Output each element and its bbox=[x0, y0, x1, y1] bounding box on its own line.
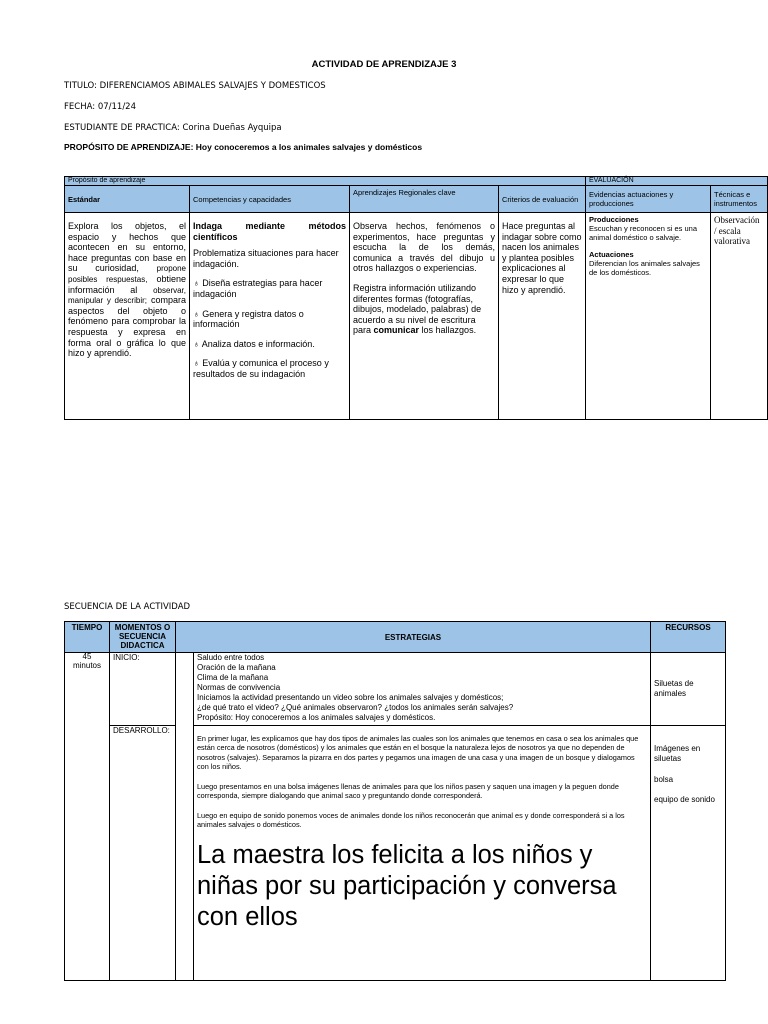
sequence-table bbox=[64, 621, 726, 981]
estudiante-line: ESTUDIANTE DE PRACTICA: Corina Dueñas Ayquipa bbox=[64, 123, 282, 133]
desarrollo-p1: En primer lugar, les explicamos que hay dos tipos de animales las cuales son los animales que tenemos en casa o sea los animales que están cerca de nosotros (domésticos) y los animales que están en el bosque la naturaleza lejos de nosotros ya que no dependen de nosotros (salvajes). Separamos la pizarra en dos partes y pegamos una imagen de una casa y una imagen de un bosque y dialogamos con los niños. bbox=[197, 734, 639, 772]
competencias-cell bbox=[190, 213, 350, 420]
inicio-line: Saludo entre todos bbox=[197, 653, 265, 662]
tecnicas-cell: Observación / escala valorativa bbox=[711, 213, 768, 420]
proposito-line: PROPÓSITO DE APRENDIZAJE: Hoy conoceremos a los animales salvajes y domésticos bbox=[64, 142, 423, 152]
desarrollo-p2: Luego presentamos en una bolsa imágenes llenas de animales para que los niños pasen y saquen una imagen y la peguen donde corresponda, siempre dialogando que animal saco y preguntando donde corresponderá. bbox=[197, 781, 619, 801]
estandar-text-4: observar, manipular y describir; bbox=[68, 285, 186, 306]
inicio-line: ¿de qué trato el video? ¿Qué animales observaron? ¿todos los animales serán salvajes? bbox=[197, 703, 514, 712]
desarrollo-cell bbox=[194, 726, 651, 981]
evaluacion-header: EVALUACIÓN bbox=[586, 177, 768, 186]
proposito-header: Propósito de aprendizaje bbox=[65, 177, 586, 186]
capacidad-2: ♁ Diseña estrategias para hacer indagación bbox=[193, 278, 323, 300]
aprendizaje-2: Registra información utilizando diferentes formas (fotografías, dibujos, modelado, palabras) de acuerdo a su nivel de escritura para comunicar los hallazgos. bbox=[353, 283, 482, 336]
capacidad-3: ♁ Genera y registra datos o información bbox=[193, 308, 304, 330]
col-competencias: Competencias y capacidades bbox=[190, 186, 350, 213]
col-momentos: MOMENTOS O SECUENCIA DIDACTICA bbox=[110, 622, 176, 653]
aprendizajes-cell bbox=[350, 213, 499, 420]
inicio-line: Oración de la mañana bbox=[197, 663, 276, 672]
secuencia-label: SECUENCIA DE LA ACTIVIDAD bbox=[64, 602, 191, 612]
inicio-recursos: Siluetas de animales bbox=[651, 653, 726, 726]
evidencias-cell bbox=[586, 213, 711, 420]
desarrollo-closing: La maestra los felicita a los niños y niñas por su participación y conversa con ellos bbox=[197, 840, 617, 932]
document-title: ACTIVIDAD DE APRENDIZAJE 3 bbox=[311, 59, 457, 70]
planning-table bbox=[64, 176, 768, 420]
col-estandar: Estándar bbox=[65, 186, 190, 213]
col-aprendizajes: Aprendizajes Regionales clave bbox=[350, 186, 499, 213]
competencia-head: Indaga mediante métodos científicos bbox=[193, 221, 346, 242]
col-criterios: Criterios de evaluación bbox=[499, 186, 586, 213]
estandar-text-2: propone posibles respuestas, bbox=[68, 264, 186, 285]
estandar-cell bbox=[65, 213, 190, 420]
actuaciones-text: Diferencian los animales salvajes de los domésticos. bbox=[589, 259, 700, 277]
fecha-line: FECHA: 07/11/24 bbox=[64, 102, 136, 112]
capacidad-5: ♁ Evalúa y comunica el proceso y resultados de su indagación bbox=[193, 358, 329, 380]
estandar-text-3: obtiene información al bbox=[68, 274, 186, 295]
recurso-item: equipo de sonido bbox=[654, 795, 715, 805]
titulo-line: TITULO: DIFERENCIAMOS ABIMALES SALVAJES Y DOMESTICOS bbox=[64, 81, 326, 91]
desarrollo-label: DESARROLLO: bbox=[110, 726, 176, 981]
criterios-cell: Hace preguntas al indagar sobre como nacen los animales y plantea posibles explicaciones al expresar lo que hizo y aprendió. bbox=[499, 213, 586, 420]
desarrollo-recursos bbox=[651, 726, 726, 981]
recurso-item: Imágenes en siluetas bbox=[654, 744, 701, 764]
tiempo-cell: 45 minutos bbox=[65, 653, 110, 981]
producciones-head: Producciones bbox=[589, 215, 639, 224]
col-recursos: RECURSOS bbox=[651, 622, 726, 653]
estandar-text-1: Explora los objetos, el espacio y hechos que acontecen en su entorno, hace preguntas con base en su curiosidad, bbox=[68, 221, 186, 274]
aprendizaje-1: Observa hechos, fenómenos o experimentos, hace preguntas y escucha la de los demás, comunica a través del dibujo u otros hallazgos o experiencias. bbox=[353, 221, 495, 274]
inicio-cell bbox=[194, 653, 651, 726]
estandar-text-5: compara aspectos del objeto o fenómeno para comprobar la respuesta y expresa en forma oral o gráfica lo que hizo y aprendió. bbox=[68, 295, 186, 359]
inicio-line: Normas de convivencia bbox=[197, 683, 281, 692]
inicio-line: Propósito: Hoy conoceremos a los animales salvajes y domésticos. bbox=[197, 713, 436, 722]
recurso-item: bolsa bbox=[654, 774, 674, 784]
spacer-cell bbox=[176, 653, 194, 981]
col-tiempo: TIEMPO bbox=[65, 622, 110, 653]
inicio-line: Iniciamos la actividad presentando un video sobre los animales salvajes y domésticos; bbox=[197, 693, 504, 702]
desarrollo-p3: Luego en equipo de sonido ponemos voces de animales donde los niños reconocerán que animal es y donde corresponderá si a los animales salvajes o domésticos. bbox=[197, 810, 625, 830]
producciones-text: Escuchan y reconocen si es una animal doméstico o salvaje. bbox=[589, 224, 697, 242]
col-evidencias: Evidencias actuaciones y producciones bbox=[586, 186, 711, 213]
col-estrategias: ESTRATEGIAS bbox=[176, 622, 651, 653]
actuaciones-head: Actuaciones bbox=[589, 250, 634, 259]
capacidad-1: Problematiza situaciones para hacer indagación. bbox=[193, 248, 339, 269]
inicio-label: INICIO: bbox=[110, 653, 176, 726]
col-tecnicas: Técnicas e instrumentos bbox=[711, 186, 768, 213]
capacidad-4: ♁ Analiza datos e información. bbox=[193, 338, 315, 349]
inicio-line: Clima de la mañana bbox=[197, 673, 269, 682]
